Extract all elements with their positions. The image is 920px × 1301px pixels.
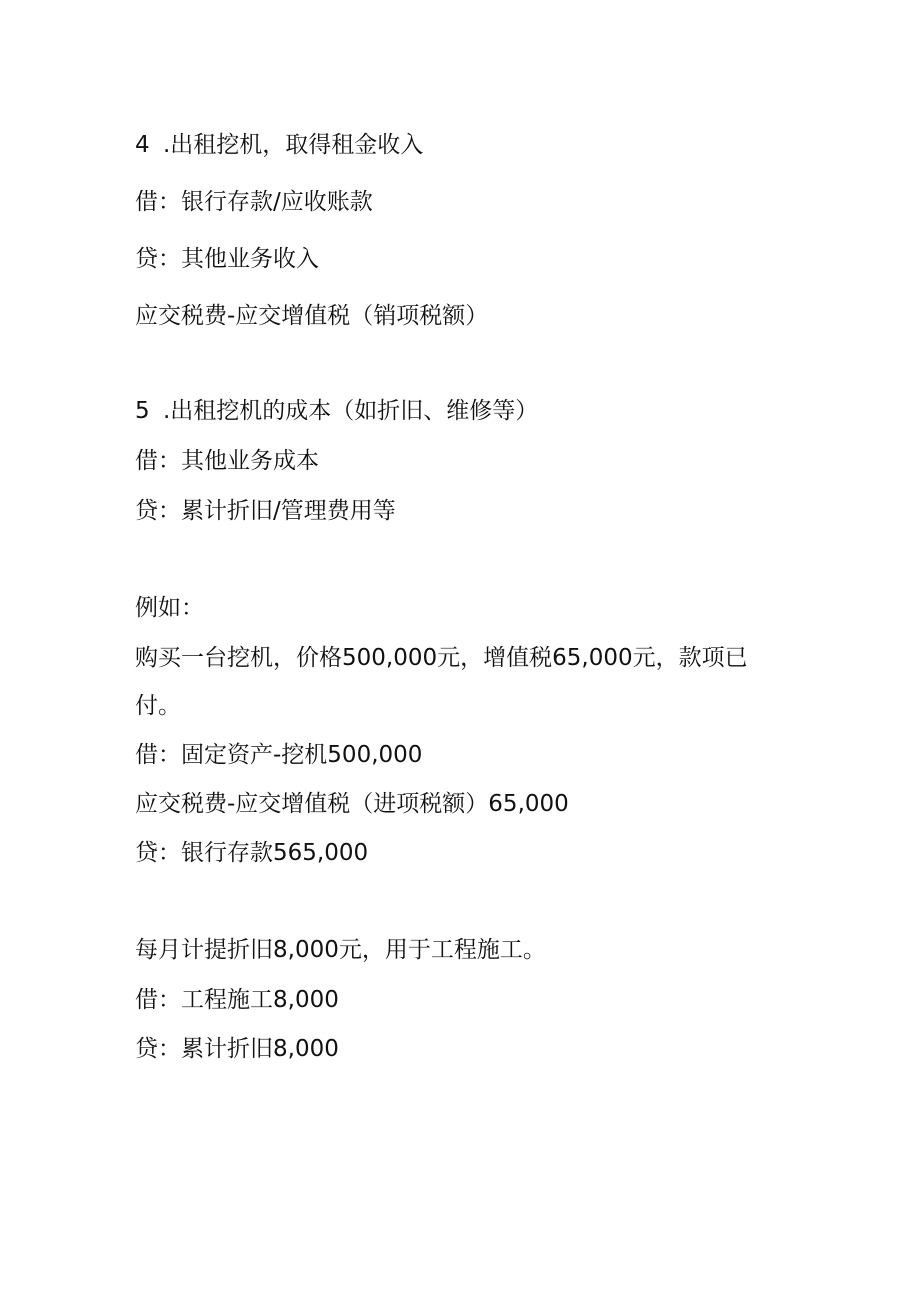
example-credit: 贷：银行存款565,000	[135, 840, 369, 866]
section-4-debit: 借：银行存款/应收账款	[135, 189, 373, 215]
section-5-heading	[135, 396, 538, 426]
section-4-heading	[135, 130, 423, 160]
example-purchase-line-2: 付。	[135, 693, 181, 719]
example-purchase-line-1: 购买一台挖机，价格500,000元，增值税65,000元，款项已	[135, 645, 748, 671]
example-debit: 借：固定资产-挖机500,000	[135, 742, 423, 768]
section-4-credit-tax: 应交税费-应交增值税（销项税额）	[135, 303, 489, 329]
section-5-title: .出租挖机的成本（如折旧、维修等）	[163, 398, 539, 424]
section-5-credit: 贷：累计折旧/管理费用等	[135, 498, 396, 524]
depreciation-desc: 每月计提折旧8,000元，用于工程施工。	[135, 937, 546, 963]
section-5-debit: 借：其他业务成本	[135, 448, 319, 474]
section-4-number: 4	[135, 132, 150, 158]
example-label: 例如：	[135, 595, 204, 621]
section-5-number: 5	[135, 398, 150, 424]
section-4-credit: 贷：其他业务收入	[135, 246, 319, 272]
section-4-title: .出租挖机，取得租金收入	[163, 132, 424, 158]
depreciation-credit: 贷：累计折旧8,000	[135, 1036, 339, 1062]
example-debit-tax: 应交税费-应交增值税（进项税额）65,000	[135, 791, 569, 817]
depreciation-debit: 借：工程施工8,000	[135, 987, 339, 1013]
